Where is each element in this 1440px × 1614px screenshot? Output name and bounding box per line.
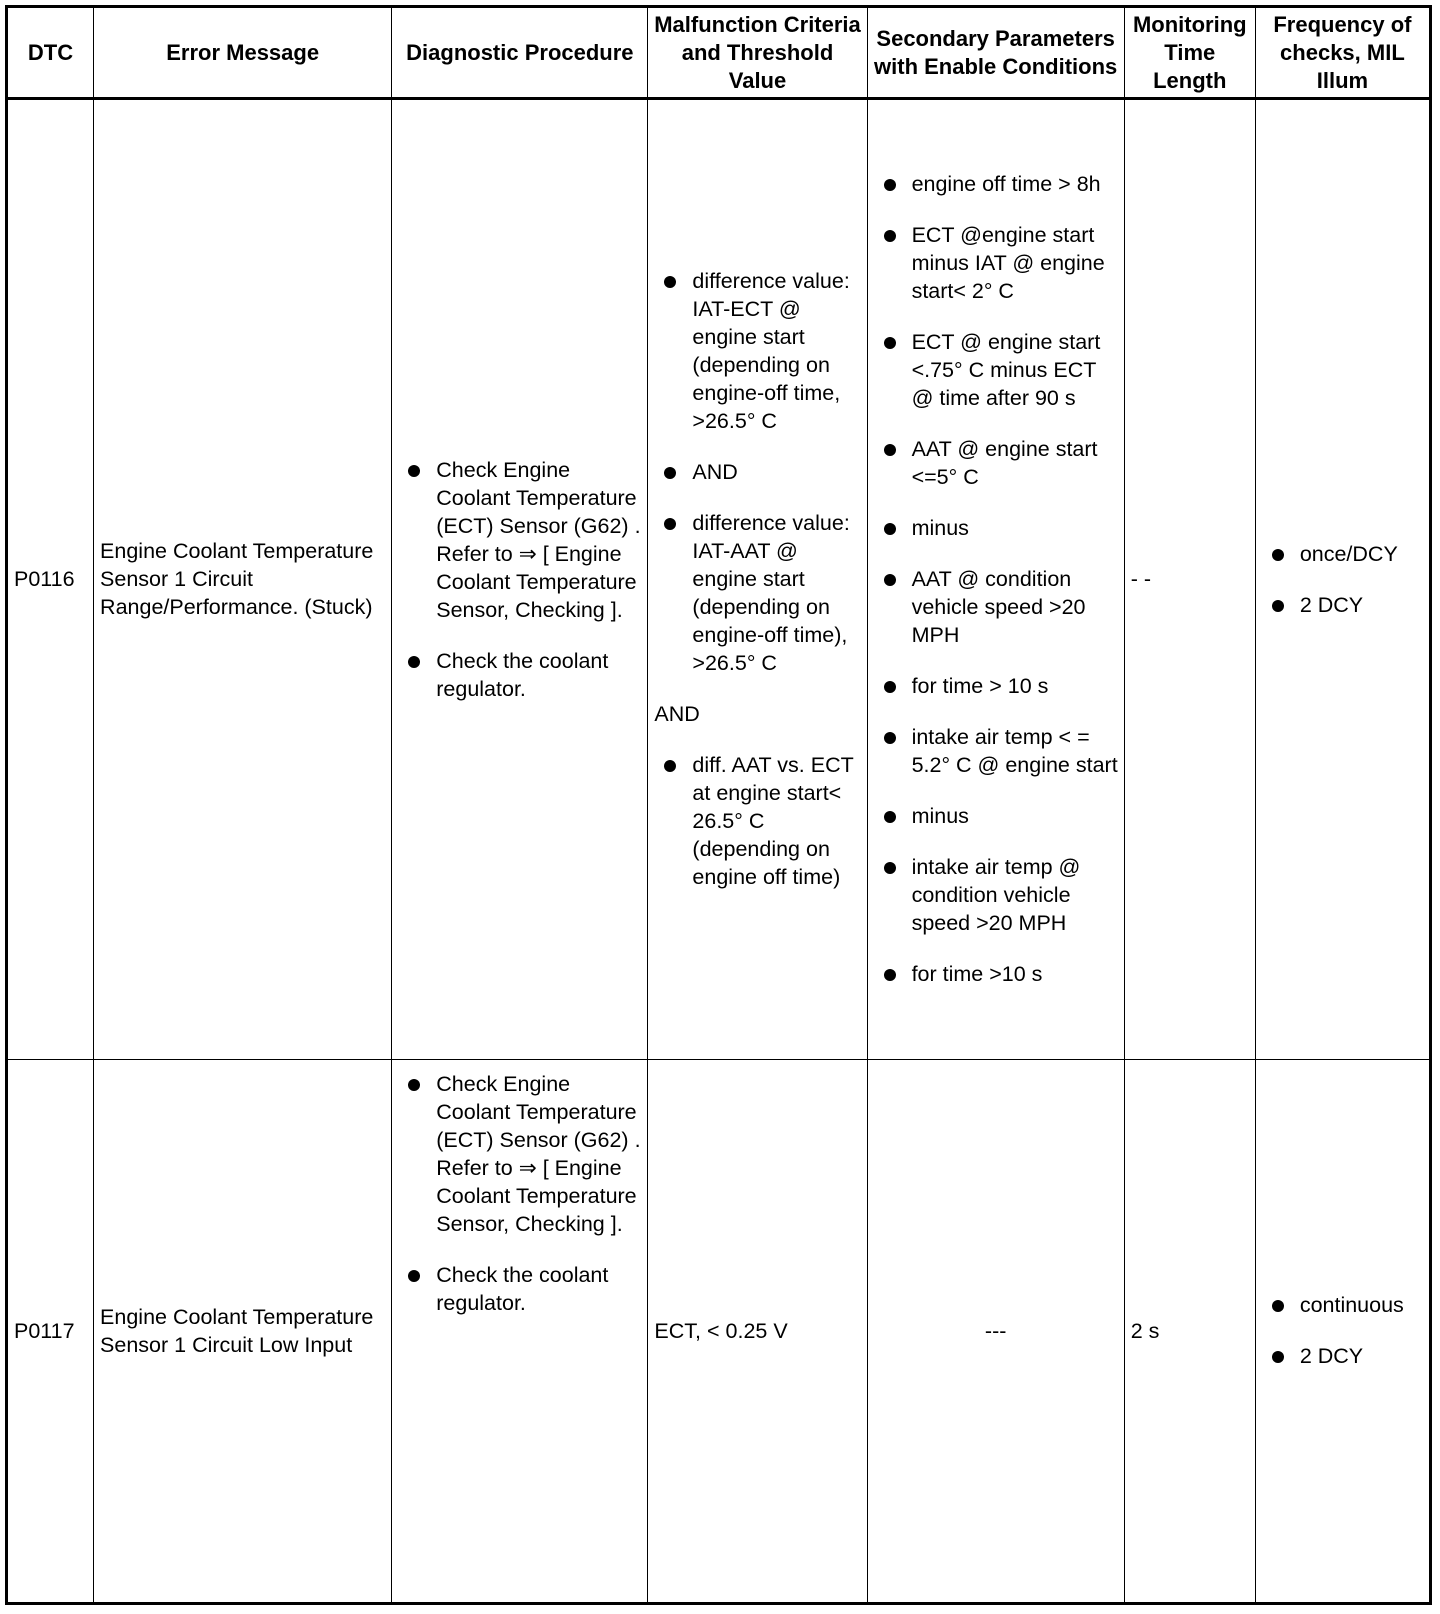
dtc-code: P0117 (7, 1059, 94, 1603)
header-row (7, 7, 1431, 99)
list-item: minus (874, 514, 1118, 542)
list-item: once/DCY (1262, 540, 1423, 568)
table-row (7, 1059, 1431, 1603)
list-item: ECT @ engine start <.75° C minus ECT @ time after 90 s (874, 328, 1118, 412)
header-diagnostic-procedure: Diagnostic Procedure (392, 7, 648, 99)
list-item: difference value: IAT-ECT @ engine start (depending on engine-off time, >26.5° C (654, 267, 860, 435)
list-item: 2 DCY (1262, 1342, 1423, 1370)
frequency (1255, 1059, 1430, 1603)
dtc-table (5, 5, 1432, 1605)
error-message: Engine Coolant Temperature Sensor 1 Circuit Low Input (94, 1059, 392, 1603)
list-item: Check the coolant regulator. (398, 647, 641, 703)
malfunction-criteria (648, 99, 867, 1060)
header-monitoring-time: Monitoring Time Length (1124, 7, 1255, 99)
malfunction-criteria: ECT, < 0.25 V (648, 1059, 867, 1603)
list-item: AAT @ condition vehicle speed >20 MPH (874, 565, 1118, 649)
table-row (7, 99, 1431, 1060)
monitoring-time: 2 s (1124, 1059, 1255, 1603)
header-secondary-parameters: Secondary Parameters with Enable Conditions (867, 7, 1124, 99)
list-item: AND (654, 458, 860, 486)
frequency (1255, 99, 1430, 1060)
list-item: continuous (1262, 1291, 1423, 1319)
list-item: diff. AAT vs. ECT at engine start< 26.5° C (depending on engine off time) (654, 751, 860, 891)
diagnostic-procedure (392, 99, 648, 1060)
list-item: Check Engine Coolant Temperature (ECT) Sensor (G62) . Refer to ⇒ [ Engine Coolant Temperature Sensor, Checking ]. (398, 456, 641, 624)
header-malfunction-criteria: Malfunction Criteria and Threshold Value (648, 7, 867, 99)
diagnostic-procedure (392, 1059, 648, 1603)
criteria-connector: AND (654, 702, 700, 727)
secondary-parameters: --- (867, 1059, 1124, 1603)
header-frequency: Frequency of checks, MIL Illum (1255, 7, 1430, 99)
monitoring-time: - - (1124, 99, 1255, 1060)
list-item: intake air temp @ condition vehicle speed >20 MPH (874, 853, 1118, 937)
list-item: Check the coolant regulator. (398, 1261, 641, 1317)
header-error-message: Error Message (94, 7, 392, 99)
list-item: difference value: IAT-AAT @ engine start (depending on engine-off time), >26.5° C (654, 509, 860, 677)
dtc-code: P0116 (7, 99, 94, 1060)
list-item: minus (874, 802, 1118, 830)
list-item: AAT @ engine start <=5° C (874, 435, 1118, 491)
list-item: engine off time > 8h (874, 170, 1118, 198)
secondary-parameters (867, 99, 1124, 1060)
header-dtc: DTC (7, 7, 94, 99)
list-item: Check Engine Coolant Temperature (ECT) Sensor (G62) . Refer to ⇒ [ Engine Coolant Temperature Sensor, Checking ]. (398, 1070, 641, 1238)
error-message: Engine Coolant Temperature Sensor 1 Circuit Range/Performance. (Stuck) (94, 99, 392, 1060)
list-item: for time >10 s (874, 960, 1118, 988)
list-item: for time > 10 s (874, 672, 1118, 700)
list-item: intake air temp < = 5.2° C @ engine start (874, 723, 1118, 779)
list-item: 2 DCY (1262, 591, 1423, 619)
list-item: ECT @engine start minus IAT @ engine start< 2° C (874, 221, 1118, 305)
